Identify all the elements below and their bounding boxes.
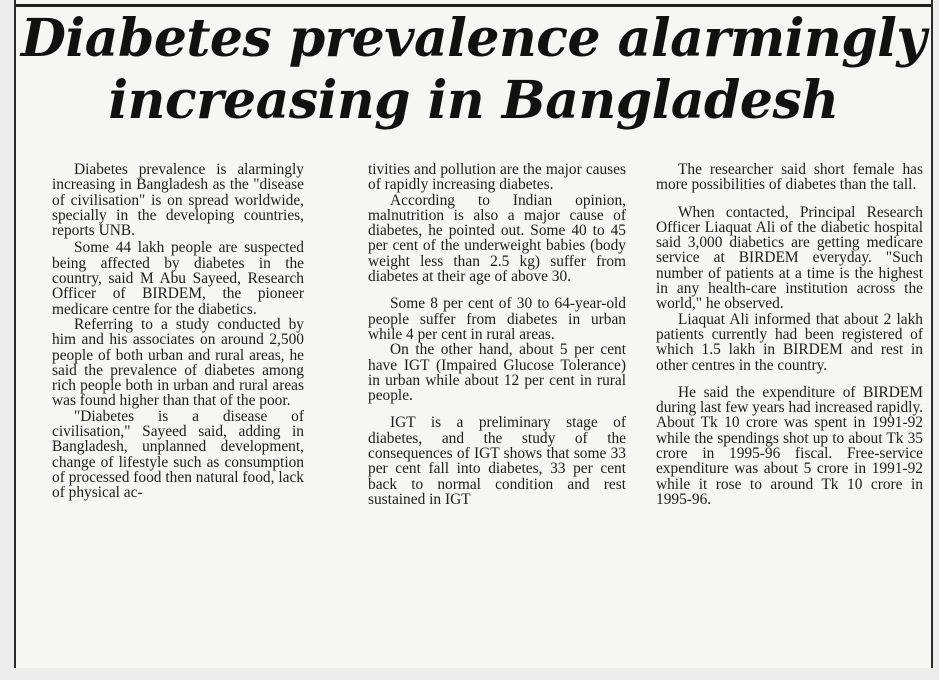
paragraph: Some 8 per cent of 30 to 64-year-old people suffer from diabetes in urban while 4 per cent in rural areas.: [368, 295, 626, 343]
paragraph: Some 44 lakh people are suspected being affected by diabetes in the country, said M Abu Sayeed, Research Officer of BIRDEM, the pioneer medicare centre for the diabetics.: [52, 239, 304, 318]
paragraph: According to Indian opinion, malnutrition is also a major cause of diabetes, he pointed out. Some 40 to 45 per cent of the underweight babies (body weight less than 2.5 kg) suffer from diabetes at their age of above 30.: [368, 191, 626, 286]
article-column-1: [52, 162, 304, 501]
paragraph: IGT is a preliminary stage of diabetes, and the study of the consequences of IGT shows that some 33 per cent fall into diabetes, 33 per cent back to normal condition and rest sustained in IGT: [368, 414, 626, 508]
article-column-2: [368, 162, 626, 507]
paragraph: The researcher said short female has more possibilities of diabetes than the tall.: [656, 161, 923, 194]
headline-line-1: Diabetes prevalence alarmingly: [20, 8, 927, 69]
paragraph: Liaquat Ali informed that about 2 lakh patients currently had been registered of which 1.5 lakh in BIRDEM and rest in other centres in the country.: [656, 310, 923, 374]
paragraph: On the other hand, about 5 per cent have IGT (Impaired Glucose Tolerance) in urban while about 12 per cent in rural people.: [368, 341, 626, 405]
paragraph: He said the expenditure of BIRDEM during last few years had increased rapidly. About Tk 10 crore was spent in 1991-92 while the spendings shot up to about Tk 35 crore in 1995-96 fiscal. Free-service expenditure was about 5 crore in 1991-92 while it rose to around Tk 10 crore in 1995-96.: [656, 383, 923, 508]
headline: [16, 8, 931, 132]
paragraph: When contacted, Principal Research Officer Liaquat Ali of the diabetic hospital said 3,000 diabetics are getting medicare service at BIRDEM everyday. "Such number of patients at a time is the highest in any health-care institution across the world," he observed.: [656, 203, 923, 313]
paragraph: Referring to a study conducted by him and his associates on around 2,500 people of both urban and rural areas, he said the prevalence of diabetes among rich people both in urban and rural areas was found higher than that of the poor.: [52, 315, 304, 410]
article-column-3: [656, 162, 923, 507]
paragraph: tivities and pollution are the major causes of rapidly increasing diabetes.: [368, 161, 626, 194]
top-rule: [16, 4, 931, 7]
newspaper-clipping: [14, 0, 933, 668]
paragraph: "Diabetes is a disease of civilisation," Sayeed said, adding in Bangladesh, unplanned development, change of lifestyle such as consumption of processed food then natural food, lack of physical ac-: [52, 407, 304, 502]
headline-line-2: increasing in Bangladesh: [108, 70, 839, 131]
paragraph: Diabetes prevalence is alarmingly increasing in Bangladesh as the "disease of civilisation" is on spread worldwide, specially in the developing countries, reports UNB.: [52, 161, 304, 240]
